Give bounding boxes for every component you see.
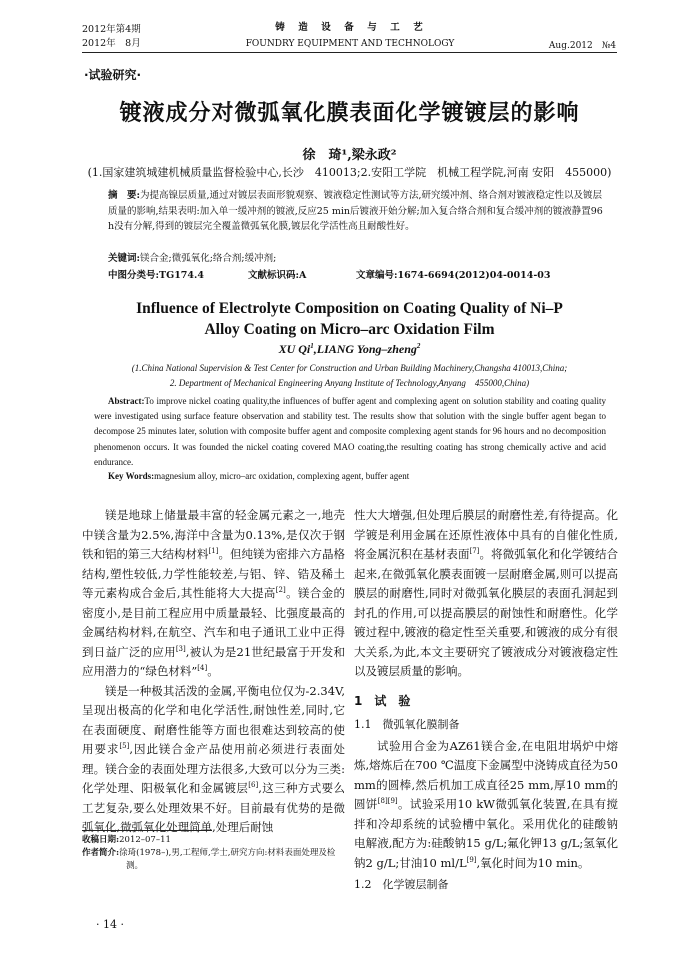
affiliation-cn: (1.国家建筑城建机械质量监督检验中心,长沙 410013;2.安阳工学院 机械工程学院,河南 安阳 455000): [87, 166, 612, 179]
page-title: 镀液成分对微弧氧化膜表面化学镀镀层的影响: [119, 101, 580, 126]
article-number: 文章编号:1674-6694(2012)04-0014-03: [356, 270, 551, 281]
citation: [6]: [248, 781, 259, 790]
author-en-2-sup: 2: [416, 342, 421, 350]
abstract-en-text: To improve nickel coating quality,the influences of buffer agent and complexing agent on solution stability and coating quality were investigated using surface feature observation and stability test. The results show that solution with the single buffer agent began to decompose 25 minutes later, solution with composite buffer agent and composite complexing agent stands for 96 hours and no decomposition phenomenon occurs. It was founded the nickel coating covered MAO coating,the resulting coating has strong chemically active and acid endurance.: [94, 396, 606, 467]
abstract-en: [94, 394, 606, 470]
text-span: ,这三种方式要么工艺复杂,要么处理效果不好。目前最有优势的是微弧氧化,微弧氧化处理简单,处理后耐蚀: [82, 781, 345, 834]
citation: [2]: [275, 586, 286, 595]
title-en: [82, 298, 617, 340]
text-span: ,被认为是21世纪最富于开发和应用潜力的“绿色材料”: [82, 644, 345, 678]
affiliation-en: [82, 361, 617, 391]
footnote-rule: [82, 830, 212, 831]
affiliation-en-line1: (1.China National Supervision & Test Center for Construction and Urban Building Machinery,Changsha 410013,China;: [131, 363, 568, 373]
author-bio: 徐琦(1978–),男,工程师,学士,研究方向:材料表面处理及检测。: [119, 848, 336, 871]
abstract-cn-label: 摘 要:: [108, 190, 141, 201]
text-span: 试验用合金为AZ61镁合金,在电阻坩埚炉中熔炼,熔炼后在700 ℃温度下金属型中浇铸成直径为50 mm的圆棒,然后机加工成直径25 mm,厚10 mm的圆饼: [354, 738, 618, 811]
clc-number: 中图分类号:TG174.4: [108, 270, 204, 281]
abstract-cn: [108, 188, 603, 235]
body-left-column: [82, 506, 345, 838]
citation: [7]: [469, 547, 480, 556]
paragraph: [82, 506, 345, 682]
author-bio-label: 作者简介:: [82, 848, 120, 858]
citation: [5]: [119, 742, 130, 751]
authors-cn: 徐 琦¹,梁永政²: [302, 148, 397, 163]
abstract-cn-text: 为提高镍层质量,通过对镀层表面形貌观察、镀液稳定性测试等方法,研究缓冲剂、络合剂对镀液稳定性以及镀层质量的影响,结果表明:加入单一缓冲剂的镀液,反应25 min后镀液开始分解;加入复合络合剂和复合缓冲剂的镀液静置96 h没有分解,得到的镀层完全覆盖微弧氧化膜,镀层化学活性高且耐酸性好。: [108, 190, 603, 232]
citation: [9]: [466, 855, 477, 864]
author-en-1-sup: 1: [310, 342, 314, 350]
affiliation-en-line2: 2. Department of Mechanical Engineering Anyang Institute of Technology,Anyang 455000,China): [169, 378, 530, 388]
text-span: 。试验采用10 kW微弧氧化装置,在具有搅拌和冷却系统的试验槽中氧化。采用优化的硅酸钠电解液,配方为:硅酸钠15 g/L;氟化钾13 g/L;氢氧化钠2 g/L;甘油10 ml/L: [354, 797, 619, 870]
citation: [8][9]: [377, 797, 398, 806]
text-span: 。将微弧氧化和化学镀结合起来,在微弧氧化膜表面镀一层耐磨金属,则可以提高膜层的耐磨性,同时对微弧氧化膜层的表面孔洞起到封孔的作用,可以提高膜层的耐蚀性和耐磨性。化学镀过程中,镀液的稳定性至关重要,和镀液的成分有很大关系,为此,本文主要研究了镀液成分对镀液稳定性以及镀层质量的影响。: [354, 547, 619, 678]
abstract-en-label: Abstract:: [108, 396, 145, 406]
keywords-en-label: Key Words:: [108, 471, 155, 481]
subsection-heading: 1.2 化学镀层制备: [354, 878, 449, 891]
citation: [3]: [175, 644, 186, 653]
keywords-cn: [108, 251, 603, 266]
doc-code: 文献标识码:A: [248, 270, 307, 281]
title-en-line2: Alloy Coating on Micro–arc Oxidation Film: [204, 321, 495, 338]
citation: [4]: [197, 664, 208, 673]
received-label: 收稿日期:: [82, 835, 120, 845]
journal-title-en: FOUNDRY EQUIPMENT AND TECHNOLOGY: [245, 39, 455, 49]
author-en-1: XU Qi: [278, 342, 311, 356]
column-tag: ·试验研究·: [84, 68, 142, 82]
body-right-column: [354, 506, 618, 895]
paragraph: [82, 682, 345, 838]
footnote: [82, 834, 347, 873]
authors-en: [82, 342, 617, 357]
section-heading: 1 试 验: [354, 693, 411, 708]
journal-title-cn: 铸 造 设 备 与 工 艺: [275, 22, 425, 33]
issue-date: 2012年 8月: [82, 38, 141, 49]
subsection-heading: 1.1 微弧氧化膜制备: [354, 718, 460, 731]
paragraph: [354, 737, 618, 874]
page-number: · 14 ·: [96, 918, 124, 931]
text-span: 性大大增强,但处理后膜层的耐磨性差,有待提高。化学镀是利用金属在还原性液体中具有的自催化性质,将金属沉积在基材表面: [354, 508, 618, 561]
keywords-cn-label: 关键词:: [108, 253, 141, 264]
issue-en: Aug.2012 №4: [548, 41, 616, 51]
keywords-cn-text: 镁合金;微弧氧化;络合剂;缓冲剂;: [140, 253, 277, 264]
paragraph: [354, 506, 618, 682]
citation: [1]: [208, 547, 219, 556]
author-en-2: LIANG Yong–zheng: [316, 342, 417, 356]
text-span: 。镁合金的密度小,是目前工程应用中质量最轻、比强度最高的金属结构材料,在航空、汽车和电子通讯工业中正得到日益广泛的应用: [82, 586, 346, 659]
text-span: 镁是一种极其活泼的金属,平衡电位仅为-2.34V,呈现出极高的化学和电化学活性,耐蚀性差,同时,它在表面硬度、耐磨性能等方面也很难达到较高的使用要求: [82, 683, 345, 756]
received-date: 2012–07–11: [119, 835, 171, 845]
issue-label: 2012年第4期: [82, 24, 141, 35]
title-en-line1: Influence of Electrolyte Composition on Coating Quality of Ni–P: [136, 300, 563, 317]
keywords-en-text: magnesium alloy, micro–arc oxidation, complexing agent, buffer agent: [154, 471, 410, 481]
author-en-sep: ,: [313, 342, 317, 356]
text-span: 。但纯镁为密排六方晶格结构,塑性较低,力学性能较差,与铝、锌、锆及稀土等元素构成合金后,其性能将大大提高: [82, 547, 346, 600]
text-span: 。: [207, 664, 219, 678]
header-rule: [82, 52, 617, 53]
text-span: ,氧化时间为10 min。: [476, 855, 590, 870]
text-span: ,因此镁合金产品使用前必须进行表面处理。镁合金的表面处理方法很多,大致可以分为三类:化学处理、阳极氧化和金属镀层: [82, 742, 346, 795]
text-span: 镁是地球上储量最丰富的轻金属元素之一,地壳中镁含量为2.5%,海洋中含量为0.13%,是仅次于钢铁和铝的第三大结构材料: [82, 508, 345, 561]
keywords-en: [108, 471, 608, 481]
